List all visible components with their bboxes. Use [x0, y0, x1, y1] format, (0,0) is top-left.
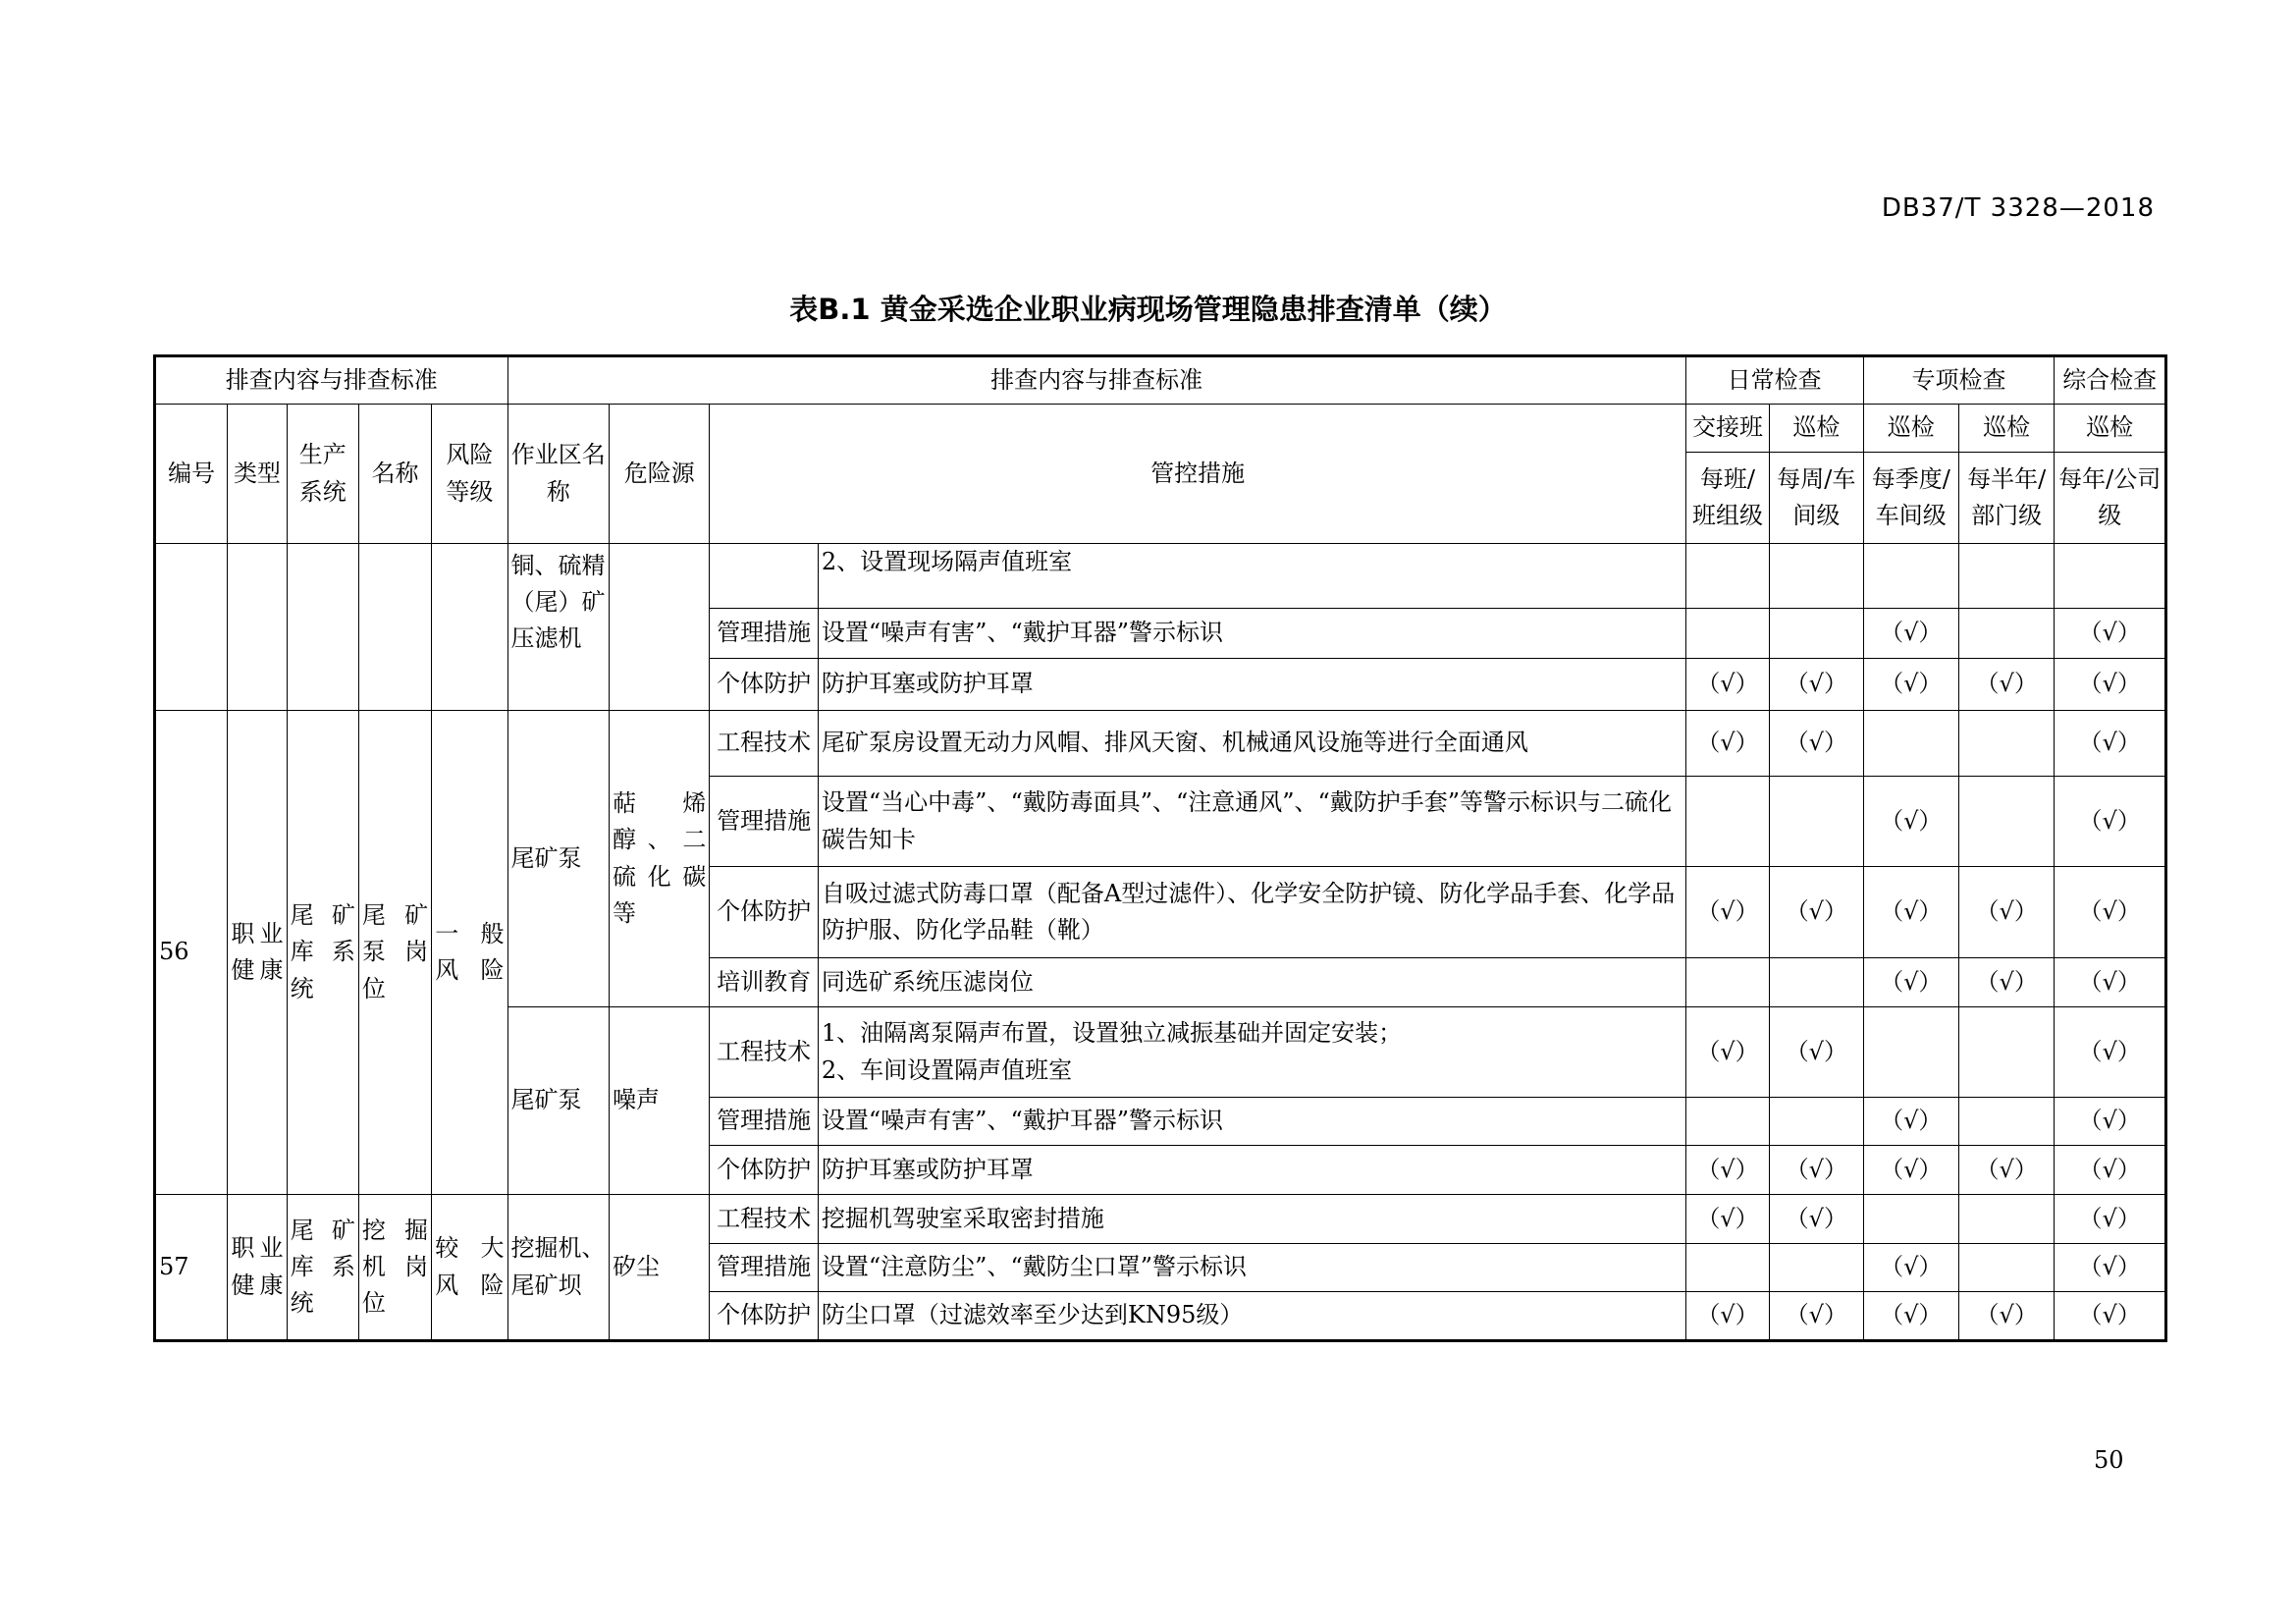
check-mark: （√）	[1685, 1146, 1769, 1195]
header-shift-handover: 交接班	[1685, 405, 1769, 453]
table-title: 表B.1 黄金采选企业职业病现场管理隐患排查清单（续）	[789, 293, 1507, 326]
hazard-source-cell: 萜烯醇、二硫化碳等	[609, 711, 709, 1007]
row-id: 57	[155, 1195, 228, 1341]
measure-cell: 设置“噪声有害”、“戴护耳器”警示标识	[818, 1098, 1685, 1146]
check-mark: （√）	[2055, 777, 2166, 867]
freq-week: 每周/车间级	[1770, 453, 1863, 544]
row-system: 尾矿库系统	[287, 1195, 358, 1341]
header-comprehensive-check: 综合检查	[2055, 356, 2166, 405]
work-area-cell: 铜、硫精（尾）矿压滤机	[507, 544, 609, 711]
check-mark: （√）	[1863, 1292, 1958, 1341]
measure-category: 管理措施	[710, 1244, 818, 1292]
header-row-sub	[155, 405, 2166, 453]
header-type: 类型	[228, 405, 287, 544]
check-mark: （√）	[1958, 1292, 2054, 1341]
check-mark: （√）	[1685, 659, 1769, 711]
document-code: DB37/T 3328—2018	[1881, 193, 2155, 223]
row-name: 尾矿泵岗位	[358, 711, 431, 1195]
table-row	[155, 711, 2166, 777]
check-mark: （√）	[1863, 1146, 1958, 1195]
measure-cell: 设置“当心中毒”、“戴防毒面具”、“注意通风”、“戴防护手套”等警示标识与二硫化碳告知卡	[818, 777, 1685, 867]
header-group-left: 排查内容与排查标准	[155, 356, 508, 405]
measure-cell: 2、设置现场隔声值班室	[818, 544, 1685, 609]
header-id: 编号	[155, 405, 228, 544]
row-risk-level: 一般风险	[432, 711, 507, 1195]
header-hazard-source: 危险源	[609, 405, 709, 544]
freq-year: 每年/公司级	[2055, 453, 2166, 544]
header-daily-check: 日常检查	[1685, 356, 1863, 405]
table-row	[155, 1195, 2166, 1244]
row-id: 56	[155, 711, 228, 1195]
measure-cell: 同选矿系统压滤岗位	[818, 958, 1685, 1007]
measure-cell: 设置“注意防尘”、“戴防尘口罩”警示标识	[818, 1244, 1685, 1292]
header-name: 名称	[358, 405, 431, 544]
check-mark: （√）	[1863, 777, 1958, 867]
measure-cell: 设置“噪声有害”、“戴护耳器”警示标识	[818, 609, 1685, 659]
check-mark: （√）	[2055, 659, 2166, 711]
measure-category: 培训教育	[710, 958, 818, 1007]
work-area-cell: 挖掘机、尾矿坝	[507, 1195, 609, 1341]
check-mark: （√）	[1770, 711, 1863, 777]
measure-category: 管理措施	[710, 777, 818, 867]
check-mark: （√）	[1863, 609, 1958, 659]
row-risk-level: 较大风险	[432, 1195, 507, 1341]
measure-line: 1、油隔离泵隔声布置，设置独立减振基础并固定安装；	[821, 1019, 1403, 1048]
check-mark: （√）	[1863, 1244, 1958, 1292]
header-patrol-quarterly: 巡检	[1863, 405, 1958, 453]
check-mark: （√）	[1685, 1292, 1769, 1341]
header-work-area: 作业区名称	[507, 405, 609, 544]
check-mark: （√）	[2055, 958, 2166, 1007]
check-mark: （√）	[2055, 1292, 2166, 1341]
header-patrol-weekly: 巡检	[1770, 405, 1863, 453]
check-mark: （√）	[1770, 1146, 1863, 1195]
measure-cell: 防尘口罩（过滤效率至少达到KN95级）	[818, 1292, 1685, 1341]
check-mark: （√）	[1685, 711, 1769, 777]
measure-cell: 尾矿泵房设置无动力风帽、排风天窗、机械通风设施等进行全面通风	[818, 711, 1685, 777]
measure-category: 个体防护	[710, 659, 818, 711]
freq-quarter: 每季度/车间级	[1863, 453, 1958, 544]
check-mark: （√）	[2055, 609, 2166, 659]
hazard-checklist-table	[153, 354, 2167, 1342]
table-row	[155, 544, 2166, 609]
check-mark: （√）	[2055, 867, 2166, 958]
hazard-source-cell: 矽尘	[609, 1195, 709, 1341]
check-mark: （√）	[2055, 1195, 2166, 1244]
check-mark: （√）	[2055, 711, 2166, 777]
check-mark: （√）	[1863, 867, 1958, 958]
measure-cell: 挖掘机驾驶室采取密封措施	[818, 1195, 1685, 1244]
measure-category: 工程技术	[710, 711, 818, 777]
check-mark: （√）	[1958, 1146, 2054, 1195]
check-mark: （√）	[1685, 1007, 1769, 1098]
check-mark: （√）	[2055, 1244, 2166, 1292]
measure-category: 管理措施	[710, 1098, 818, 1146]
hazard-source-cell: 噪声	[609, 1007, 709, 1195]
freq-shift: 每班/班组级	[1685, 453, 1769, 544]
measure-category: 个体防护	[710, 1292, 818, 1341]
check-mark: （√）	[1770, 1292, 1863, 1341]
header-patrol-yearly: 巡检	[2055, 405, 2166, 453]
header-control-measures: 管控措施	[710, 405, 1685, 544]
row-type: 职业健康	[228, 1195, 287, 1341]
measure-category: 工程技术	[710, 1195, 818, 1244]
check-mark: （√）	[1770, 659, 1863, 711]
check-mark: （√）	[1958, 958, 2054, 1007]
header-risk-level: 风险等级	[432, 405, 507, 544]
measure-category: 个体防护	[710, 1146, 818, 1195]
measure-cell: 防护耳塞或防护耳罩	[818, 659, 1685, 711]
work-area-cell: 尾矿泵	[507, 1007, 609, 1195]
header-patrol-half-year: 巡检	[1958, 405, 2054, 453]
measure-category: 管理措施	[710, 609, 818, 659]
row-name: 挖掘机岗位	[358, 1195, 431, 1341]
check-mark: （√）	[1770, 1007, 1863, 1098]
measure-cell: 自吸过滤式防毒口罩（配备A型过滤件）、化学安全防护镜、防化学品手套、化学品防护服、防化学品鞋（靴）	[818, 867, 1685, 958]
check-mark: （√）	[1685, 867, 1769, 958]
work-area-cell: 尾矿泵	[507, 711, 609, 1007]
header-row-groups	[155, 356, 2166, 405]
header-group-mid: 排查内容与排查标准	[507, 356, 1685, 405]
check-mark: （√）	[1770, 867, 1863, 958]
check-mark: （√）	[2055, 1007, 2166, 1098]
measure-category: 工程技术	[710, 1007, 818, 1098]
freq-half-year: 每半年/部门级	[1958, 453, 2054, 544]
check-mark: （√）	[1958, 659, 2054, 711]
measure-line: 2、车间设置隔声值班室	[821, 1056, 1073, 1084]
check-mark: （√）	[1863, 1098, 1958, 1146]
check-mark: （√）	[1863, 958, 1958, 1007]
row-system: 尾矿库系统	[287, 711, 358, 1195]
header-special-check: 专项检查	[1863, 356, 2055, 405]
check-mark: （√）	[1685, 1195, 1769, 1244]
row-type: 职业健康	[228, 711, 287, 1195]
measure-category: 个体防护	[710, 867, 818, 958]
check-mark: （√）	[1863, 659, 1958, 711]
header-system: 生产系统	[287, 405, 358, 544]
measure-cell: 防护耳塞或防护耳罩	[818, 1146, 1685, 1195]
check-mark: （√）	[1770, 1195, 1863, 1244]
check-mark: （√）	[1958, 867, 2054, 958]
page-number: 50	[2094, 1446, 2124, 1474]
check-mark: （√）	[2055, 1098, 2166, 1146]
measure-cell	[818, 1007, 1685, 1098]
check-mark: （√）	[2055, 1146, 2166, 1195]
